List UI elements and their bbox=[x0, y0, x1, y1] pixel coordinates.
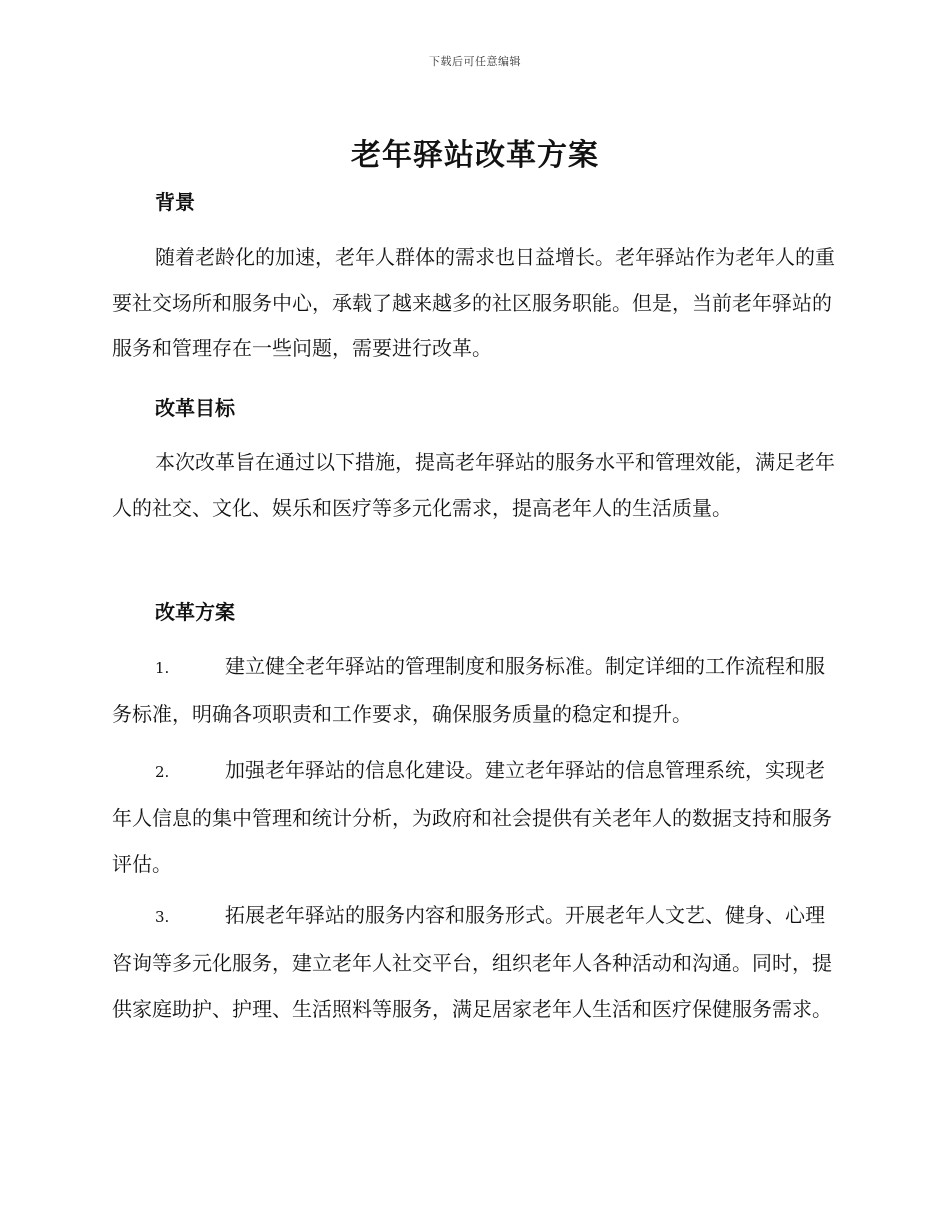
list-item-text: 拓展老年驿站的服务内容和服务形式。开展老年人文艺、健身、心理咨询等多元化服务，建立老年人社交平台，组织老年人各种活动和沟通。同时，提供家庭助护、护理、生活照料等服务，满足居家老年人生活和医疗保健服务需求。 bbox=[112, 903, 832, 1021]
plan-list-item-1 bbox=[112, 643, 840, 737]
list-number: 2. bbox=[155, 763, 170, 781]
list-number: 3. bbox=[155, 908, 170, 926]
goal-paragraph: 本次改革旨在通过以下措施，提高老年驿站的服务水平和管理效能，满足老年人的社交、文化、娱乐和医疗等多元化需求，提高老年人的生活质量。 bbox=[112, 450, 835, 520]
document-title: 老年驿站改革方案 bbox=[351, 138, 599, 173]
list-item-text: 加强老年驿站的信息化建设。建立老年驿站的信息管理系统，实现老年人信息的集中管理和统计分析，为政府和社会提供有关老年人的数据支持和服务评估。 bbox=[112, 758, 832, 876]
section-heading-goal: 改革目标 bbox=[155, 396, 235, 420]
header-note: 下载后可任意编辑 bbox=[429, 55, 521, 68]
section-heading-background: 背景 bbox=[155, 190, 195, 214]
list-number: 1. bbox=[155, 659, 170, 677]
plan-list-item-2 bbox=[112, 747, 840, 887]
plan-list-item-3 bbox=[112, 892, 840, 1032]
list-item-text: 建立健全老年驿站的管理制度和服务标准。制定详细的工作流程和服务标准，明确各项职责和工作要求，确保服务质量的稳定和提升。 bbox=[112, 654, 825, 726]
section-heading-plan: 改革方案 bbox=[155, 600, 235, 624]
background-paragraph: 随着老龄化的加速，老年人群体的需求也日益增长。老年驿站作为老年人的重要社交场所和服务中心，承载了越来越多的社区服务职能。但是，当前老年驿站的服务和管理存在一些问题，需要进行改革。 bbox=[112, 245, 835, 360]
